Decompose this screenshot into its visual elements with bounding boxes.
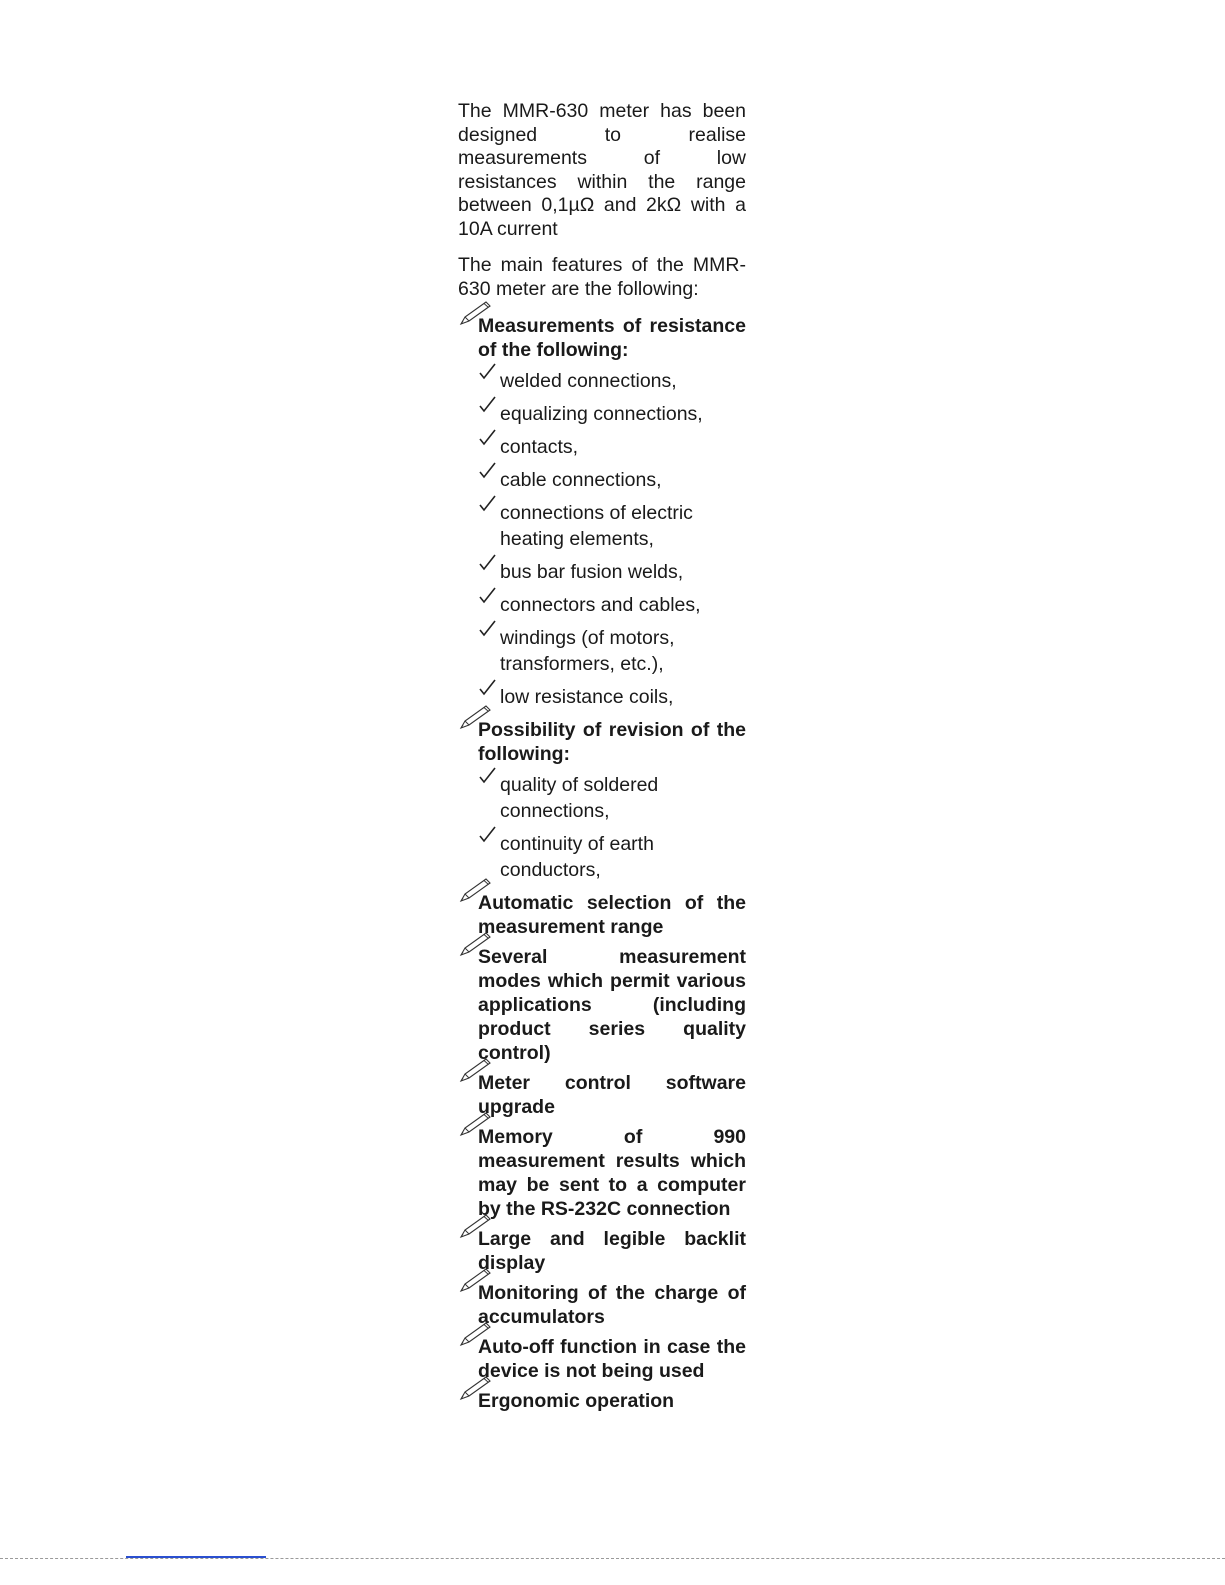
feature-sublist [478,772,746,883]
feature-title: Measurements of resistance of the following: [478,315,746,361]
feature-sublist [478,368,746,710]
feature-item [458,314,746,362]
list-item-text: low resistance coils, [500,686,674,708]
pencil-icon [458,704,492,730]
feature-item [458,718,746,766]
feature-title: Auto-off function in case the device is not being used [478,1336,746,1382]
feature-item [458,1227,746,1275]
footer-link-underline[interactable] [126,1556,266,1558]
checkmark-icon [478,586,498,606]
feature-title: Monitoring of the charge of accumulators [478,1282,746,1328]
feature-title: Ergonomic operation [478,1390,675,1412]
pencil-icon [458,931,492,957]
list-item-text: equalizing connections, [500,403,703,425]
feature-item [458,1335,746,1383]
feature-item [458,1389,746,1413]
feature-item [458,1281,746,1329]
list-item [478,401,746,427]
feature-item [458,1125,746,1221]
feature-item [458,1071,746,1119]
pencil-icon [458,1267,492,1293]
list-item-text: windings (of motors, transformers, etc.), [500,627,675,675]
list-item [478,368,746,394]
checkmark-icon [478,362,498,382]
document-column [458,100,746,1419]
list-item [478,684,746,710]
checkmark-icon [478,766,498,786]
page-footer-divider [0,1558,1225,1559]
list-item [478,500,746,552]
pencil-icon [458,1375,492,1401]
pencil-icon [458,1057,492,1083]
feature-title: Possibility of revision of the following: [478,719,746,765]
list-item-text: connectors and cables, [500,594,701,616]
feature-title: Automatic selection of the measurement range [478,892,746,938]
pencil-icon [458,877,492,903]
intro-features-lead: The main features of the MMR-630 meter are the following: [458,254,746,300]
checkmark-icon [478,619,498,639]
checkmark-icon [478,461,498,481]
list-item-text: bus bar fusion welds, [500,561,684,583]
pencil-icon [458,1111,492,1137]
checkmark-icon [478,553,498,573]
feature-item [458,945,746,1065]
list-item-text: connections of electric heating elements, [500,502,693,550]
feature-title: Several measurement modes which permit various applications (including product series quality control) [478,946,746,1064]
checkmark-icon [478,428,498,448]
intro-paragraph: The MMR-630 meter has been designed to realise measurements of low resistances within the range between 0,1µΩ and 2kΩ with a 10A current [458,100,746,240]
list-item-text: welded connections, [500,370,677,392]
checkmark-icon [478,678,498,698]
list-item [478,592,746,618]
list-item [478,434,746,460]
feature-title: Large and legible backlit display [478,1228,746,1274]
pencil-icon [458,1321,492,1347]
list-item [478,559,746,585]
feature-title: Meter control software upgrade [478,1072,746,1118]
feature-title: Memory of 990 measurement results which may be sent to a computer by the RS-232C connection [478,1126,746,1220]
list-item [478,772,746,824]
checkmark-icon [478,395,498,415]
checkmark-icon [478,825,498,845]
list-item-text: quality of soldered connections, [500,774,659,822]
list-item-text: contacts, [500,436,579,458]
list-item [478,467,746,493]
checkmark-icon [478,494,498,514]
feature-item [458,891,746,939]
pencil-icon [458,300,492,326]
list-item-text: continuity of earth conductors, [500,833,654,881]
pencil-icon [458,1213,492,1239]
list-item-text: cable connections, [500,469,662,491]
list-item [478,625,746,677]
list-item [478,831,746,883]
